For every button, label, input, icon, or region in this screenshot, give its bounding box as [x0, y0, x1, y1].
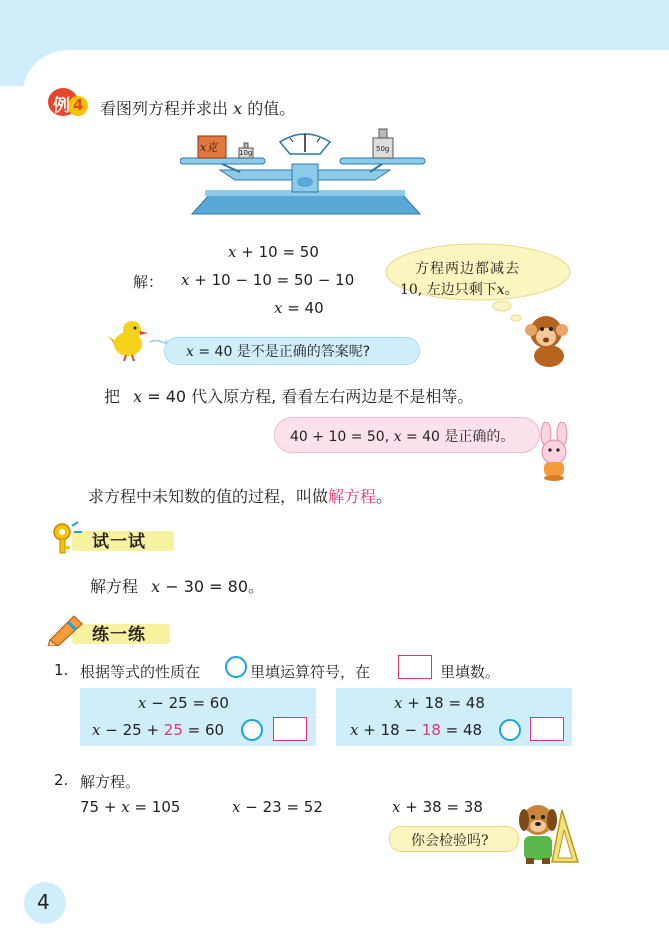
rabbit-bubble-text: 40 + 10 = 50, x = 40 是正确的。: [290, 429, 515, 445]
monkey-bubble-line-2: 10, 左边只剩下x。: [400, 282, 519, 298]
definition-term: 解方程: [328, 487, 377, 506]
q1-left-operator-circle[interactable]: [241, 719, 263, 741]
q1-instruction-mid: 里填运算符号，在: [250, 663, 371, 681]
equation-line-2: x + 10 − 10 = 50 − 10: [181, 271, 355, 289]
try-section-title: 试一试: [92, 532, 146, 552]
equation-line-1: x + 10 = 50: [228, 243, 319, 261]
scale-weight-left-label: 10g: [239, 149, 253, 157]
example-instruction: 看图列方程并求出 x 的值。: [100, 99, 296, 118]
equation-line-3: x = 40: [274, 299, 324, 317]
example-badge: [48, 88, 94, 118]
q2-number: 2.: [54, 771, 69, 789]
scale-weight-right-label: 50g: [376, 145, 390, 153]
q1-legend-circle: [225, 656, 247, 678]
q2-equation-b: x − 23 = 52: [232, 798, 323, 816]
try-section-task: 解方程 x − 30 = 80。: [90, 577, 265, 596]
q1-instruction: 根据等式的性质在: [80, 663, 201, 681]
pen-icon: [46, 610, 86, 646]
rabbit-character: [532, 422, 576, 482]
q1-left-line-1: x − 25 = 60: [138, 694, 229, 712]
definition-text: 求方程中未知数的值的过程，叫做解方程。: [88, 487, 393, 506]
q2-equation-a: 75 + x = 105: [80, 798, 181, 816]
q2-instruction: 解方程。: [80, 773, 141, 791]
solve-label: 解：: [133, 273, 164, 291]
dog-character: [512, 800, 580, 866]
q1-number: 1.: [54, 661, 69, 679]
key-icon: [48, 520, 84, 554]
balance-scale-illustration: [180, 124, 430, 216]
q1-left-answer-box[interactable]: [273, 717, 307, 741]
check-instruction: 把 x = 40 代入原方程, 看看左右两边是不是相等。: [104, 387, 474, 406]
chick-bubble-text: x = 40 是不是正确的答案呢?: [186, 344, 371, 360]
practice-section-title: 练一练: [92, 625, 146, 645]
q1-instruction-post: 里填数。: [440, 663, 501, 681]
q2-equation-c: x + 38 = 38: [392, 798, 483, 816]
monkey-character: [522, 312, 576, 368]
q1-right-answer-box[interactable]: [530, 717, 564, 741]
monkey-bubble-line-1: 方程两边都减去: [415, 261, 520, 277]
example-badge-number: 4: [73, 96, 84, 114]
example-badge-char: 例: [53, 96, 70, 116]
dog-bubble-text: 你会检验吗?: [411, 833, 489, 849]
q1-right-line-1: x + 18 = 48: [394, 694, 485, 712]
q1-left-line-2: x − 25 + 25 = 60: [92, 721, 225, 739]
q1-right-operator-circle[interactable]: [499, 719, 521, 741]
chick-character: [106, 318, 168, 362]
page-number: 4: [37, 890, 50, 914]
q1-legend-box: [398, 655, 432, 679]
q1-right-line-2: x + 18 − 18 = 48: [350, 721, 483, 739]
header-band-edge: [0, 50, 22, 86]
scale-box-label: x克: [200, 141, 218, 154]
